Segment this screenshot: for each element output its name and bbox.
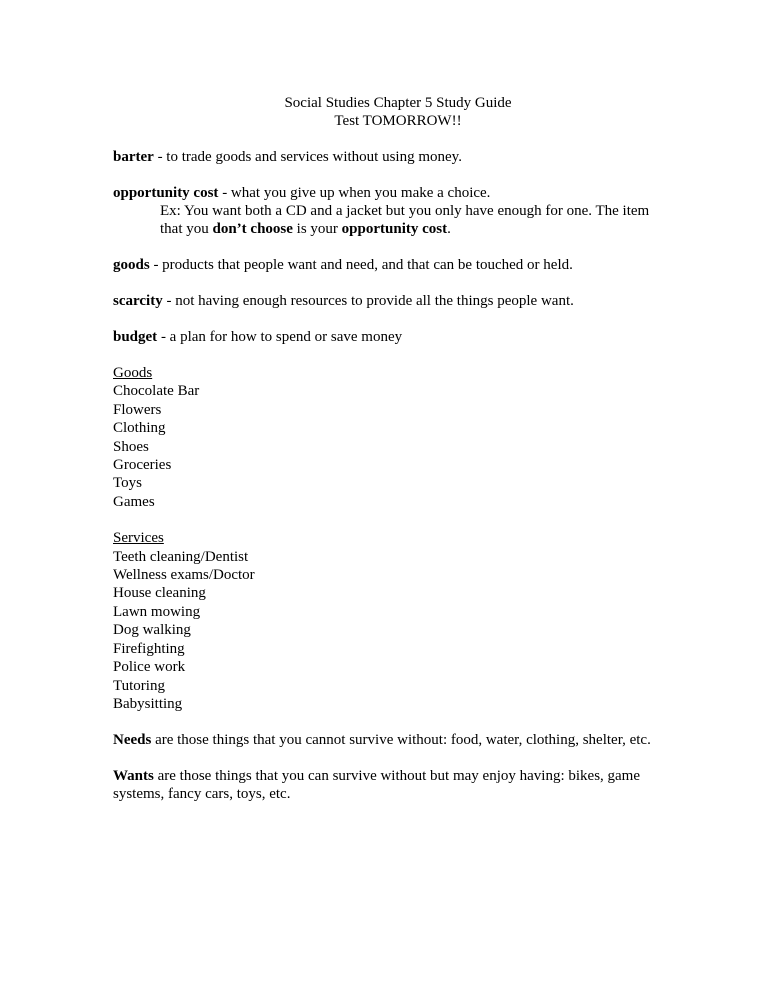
definition-budget <box>113 328 683 346</box>
example-emphasis: opportunity cost <box>341 221 448 237</box>
needs-term: Needs <box>113 732 152 749</box>
definition-text: - products that people want and need, and that can be touched or held. <box>149 257 573 273</box>
definition-scarcity <box>113 292 683 310</box>
example-text: that you <box>160 221 213 237</box>
list-item: Chocolate Bar <box>113 383 200 400</box>
definition-term: budget <box>113 329 158 345</box>
needs-paragraph <box>113 731 683 749</box>
definition-term: scarcity <box>113 293 163 309</box>
list-item: Firefighting <box>113 640 185 657</box>
list-item: House cleaning <box>113 585 206 602</box>
document-subtitle: Test TOMORROW!! <box>334 113 462 129</box>
document-header <box>113 94 683 130</box>
definition-text: - to trade goods and services without using money. <box>153 149 462 165</box>
list-item: Flowers <box>113 401 162 418</box>
goods-list <box>113 364 683 511</box>
list-item: Teeth cleaning/Dentist <box>113 548 249 565</box>
example-emphasis: don’t choose <box>212 221 293 237</box>
example-text: . <box>447 221 451 237</box>
list-item: Babysitting <box>113 695 183 712</box>
services-list <box>113 529 683 713</box>
list-item: Tutoring <box>113 677 165 694</box>
example-line-1: Ex: You want both a CD and a jacket but you only have enough for one. The item <box>160 203 650 219</box>
list-item: Dog walking <box>113 622 191 639</box>
definition-text: - what you give up when you make a choice. <box>218 185 491 201</box>
list-item: Police work <box>113 659 186 676</box>
list-item: Lawn mowing <box>113 603 201 620</box>
wants-paragraph <box>113 767 683 803</box>
example-line-2 <box>160 220 683 238</box>
list-item: Games <box>113 493 155 510</box>
list-item: Clothing <box>113 420 166 437</box>
services-list-title: Services <box>113 530 164 547</box>
definition-opportunity-cost <box>113 184 683 202</box>
document-title: Social Studies Chapter 5 Study Guide <box>284 95 512 111</box>
list-item: Groceries <box>113 457 172 474</box>
definition-text: - a plan for how to spend or save money <box>157 329 403 345</box>
definition-barter <box>113 148 683 166</box>
document-page <box>113 94 683 803</box>
list-item: Toys <box>113 475 142 492</box>
definition-term: goods <box>113 257 150 273</box>
list-item: Wellness exams/Doctor <box>113 567 255 584</box>
definition-text: - not having enough resources to provide all the things people want. <box>162 293 574 309</box>
wants-text: are those things that you can survive without but may enjoy having: bikes, game systems, fancy cars, toys, etc. <box>113 768 641 803</box>
definition-term: opportunity cost <box>113 185 219 201</box>
list-item: Shoes <box>113 438 149 455</box>
goods-list-title: Goods <box>113 365 153 381</box>
definition-term: barter <box>113 149 154 165</box>
wants-term: Wants <box>113 768 154 785</box>
needs-text: are those things that you cannot survive without: food, water, clothing, shelter, etc. <box>151 732 651 749</box>
example-text: is your <box>292 221 342 237</box>
definition-goods <box>113 256 683 274</box>
opportunity-cost-example <box>113 202 683 238</box>
